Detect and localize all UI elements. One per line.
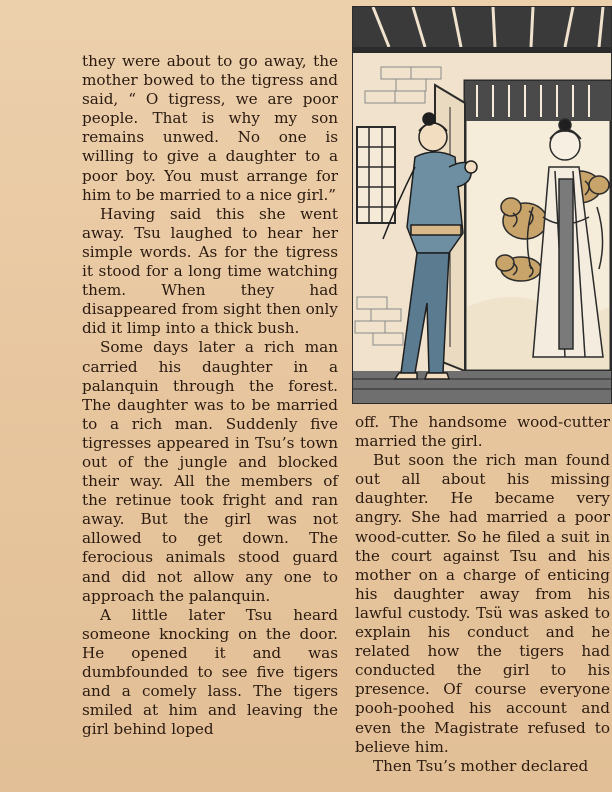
paragraph: But soon the rich man found out all about his missing daughter. He became very angry. She had married a poor wood-cutter. So he filed a suit in the court against Tsu and his mother on a charge of enticing his daughter away from his lawful custody. Tsü was asked to explain his conduct and he related how the tigers had conducted the girl to his presence. Of course everyone pooh-poohed his account and even the Magistrate refused to believe him. xyxy=(355,451,610,756)
story-illustration xyxy=(352,6,612,404)
paragraph: Then Tsu’s mother declared xyxy=(373,756,589,775)
paragraph: A little later Tsu heard someone knocking on the door. He opened it and was dumbfounded to see five tigers and a comely lass. The tigers smiled at him and leaving the girl behind loped xyxy=(82,605,338,739)
right-text-column xyxy=(355,413,610,776)
paragraph: Some days later a rich man carried his daughter in a palanquin through the forest. The daughter was to be married to a rich man. Suddenly five tigresses appeared in Tsu’s town out of the jungle and blocked their way. All the members of the retinue took fright and ran away. But the girl was not allowed to get down. The ferocious animals stood guard and did not allow any one to approach the palanquin. xyxy=(82,338,338,605)
left-text-column xyxy=(82,52,338,739)
paragraph: Having said this she went away. Tsu laughed to hear her simple words. As for the tigress it stood for a long time watching them. When they had disappeared from sight then only did it limp into a thick bush. xyxy=(82,204,338,338)
paragraph: they were about to go away, the mother bowed to the tigress and said, “ O tigress, we are poor people. That is why my son remains unwed. No one is willing to give a daughter to a poor boy. You must arrange for him to be married to a nice girl.” xyxy=(82,52,338,204)
paragraph: off. The handsome wood-cutter married the girl. xyxy=(355,413,610,451)
